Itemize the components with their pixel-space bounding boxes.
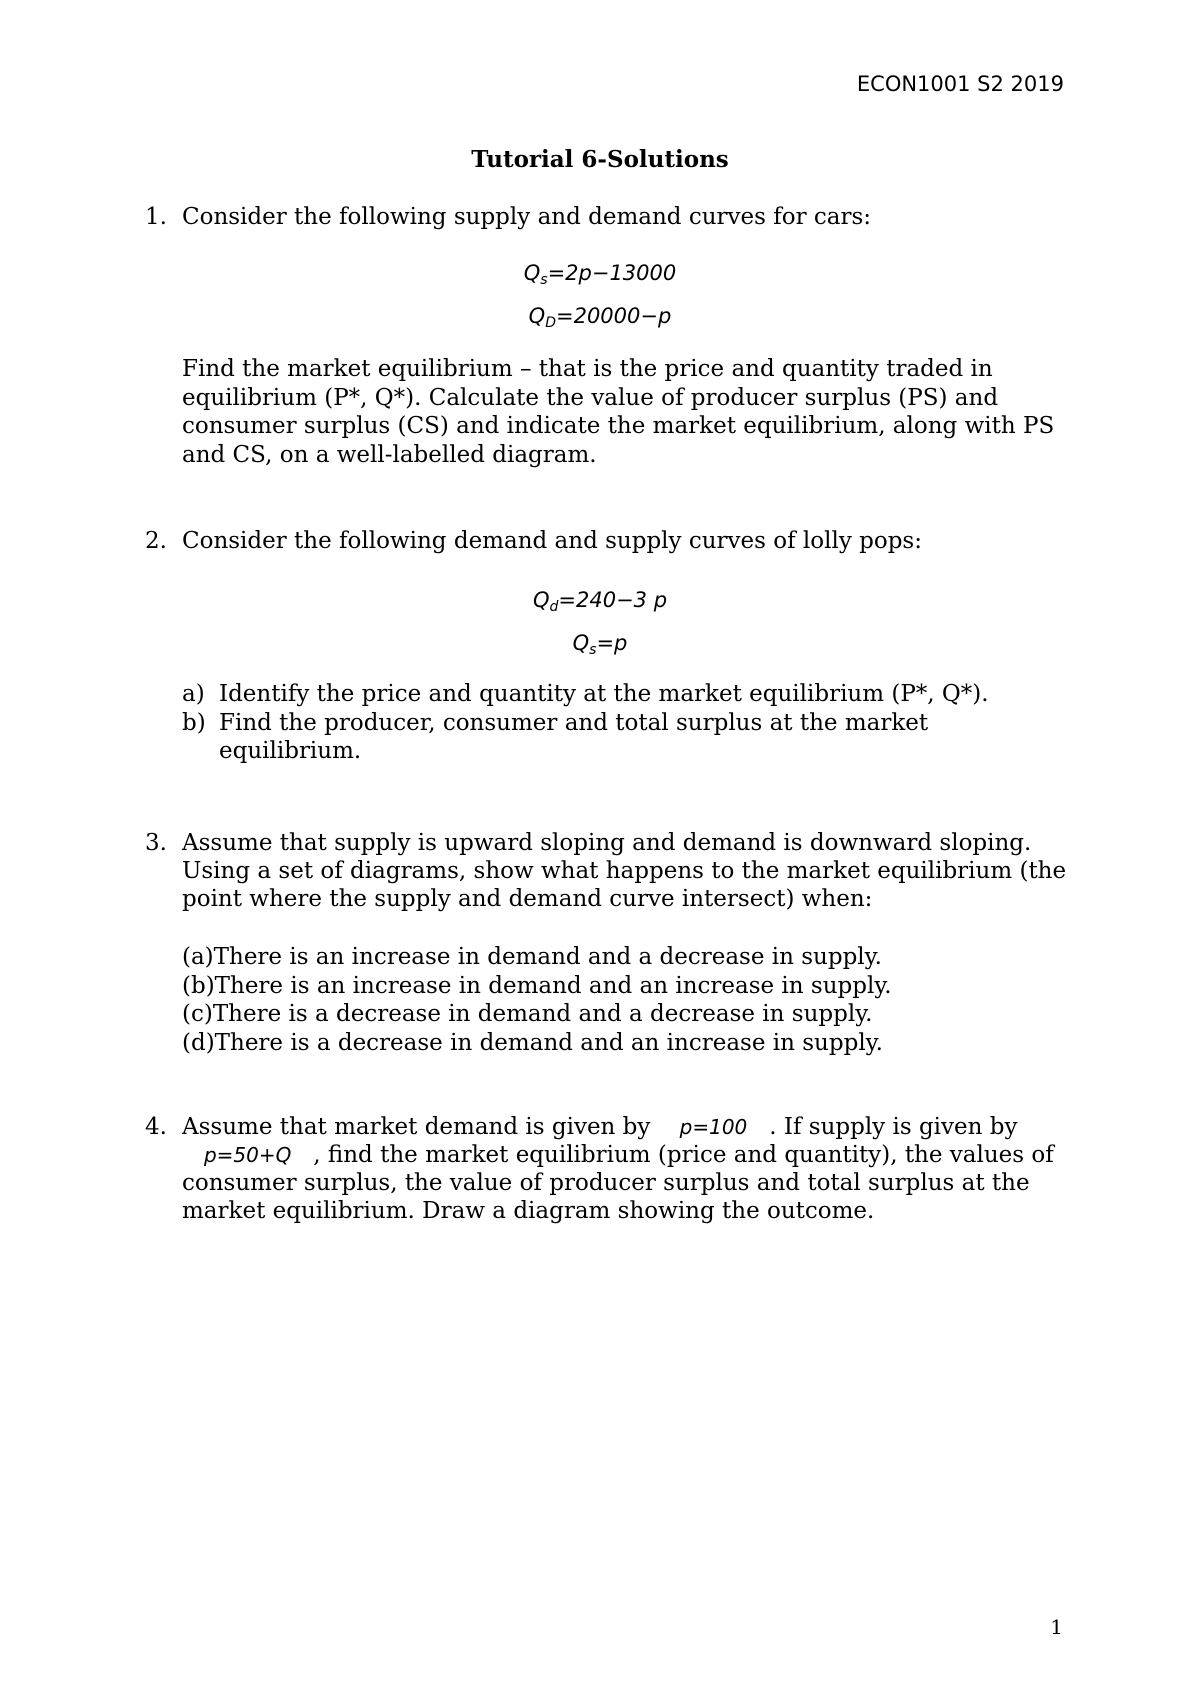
question-1: [145, 203, 1070, 231]
page-number: 1: [1050, 1615, 1063, 1639]
supply-equation: p=50+Q: [203, 1143, 292, 1167]
item-text: Identify the price and quantity at the market equilibrium (P*, Q*).: [219, 681, 989, 707]
question-4: [145, 1113, 1070, 1225]
item-text: Find the producer, consumer and total surplus at the market equilibrium.: [219, 709, 929, 764]
page-title: Tutorial 6-Solutions: [471, 146, 729, 173]
item-label: b): [182, 709, 206, 736]
question-number: 1.: [145, 204, 167, 230]
course-code: ECON1001 S2 2019: [856, 72, 1064, 96]
question-prompt: Assume that supply is upward sloping and demand is downward sloping. Using a set of diagrams, show what happens to the market equilibrium (the point where the supply and demand curve intersect) when:: [182, 830, 1067, 912]
question-number: 2.: [145, 528, 167, 554]
equations-q1: [0, 255, 1200, 341]
question-text: . If supply is given by: [769, 1114, 1018, 1140]
demand-equation: $Q_d=240-3$ p: [532, 588, 668, 615]
question-prompt: Consider the following demand and supply curves of lolly pops:: [182, 528, 922, 554]
item-label: a): [182, 681, 205, 707]
list-item: [182, 709, 1070, 766]
question-text: Assume that market demand is given by: [182, 1114, 651, 1140]
question-2-parts: [182, 680, 1070, 766]
demand-equation: $Q_D=20000-p$: [528, 304, 672, 331]
question-3: [145, 829, 1070, 913]
equations-q2: [0, 582, 1200, 668]
supply-equation: $Q_s=p$: [572, 631, 628, 658]
question-body: Find the market equilibrium – that is the price and quantity traded in equilibrium (P*, Q*). Calculate the value of producer surplus (PS) and consumer surplus (CS) and indicate the market equilibrium, along with PS and CS, on a well-labelled diagram.: [182, 356, 1055, 468]
question-3-cases: [182, 943, 1070, 1057]
list-item: (a)There is an increase in demand and a decrease in supply.: [182, 944, 882, 970]
question-number: 4.: [145, 1114, 167, 1140]
list-item: (b)There is an increase in demand and an increase in supply.: [182, 972, 892, 999]
demand-equation: p=100: [679, 1115, 748, 1139]
list-item: (d)There is a decrease in demand and an increase in supply.: [182, 1029, 883, 1056]
list-item: (c)There is a decrease in demand and a decrease in supply.: [182, 1001, 873, 1027]
list-item: [182, 680, 1070, 709]
question-number: 3.: [145, 830, 167, 856]
question-text: , find the market equilibrium (price and quantity), the values of consumer surplus, the value of producer surplus and total surplus at the market equilibrium. Draw a diagram showing the outcome.: [182, 1142, 1054, 1224]
supply-equation: $Q_s=2p-13000$: [523, 261, 677, 288]
question-2: [145, 527, 1070, 555]
question-prompt: Consider the following supply and demand curves for cars:: [182, 204, 872, 230]
question-prompt: [182, 1113, 1070, 1225]
